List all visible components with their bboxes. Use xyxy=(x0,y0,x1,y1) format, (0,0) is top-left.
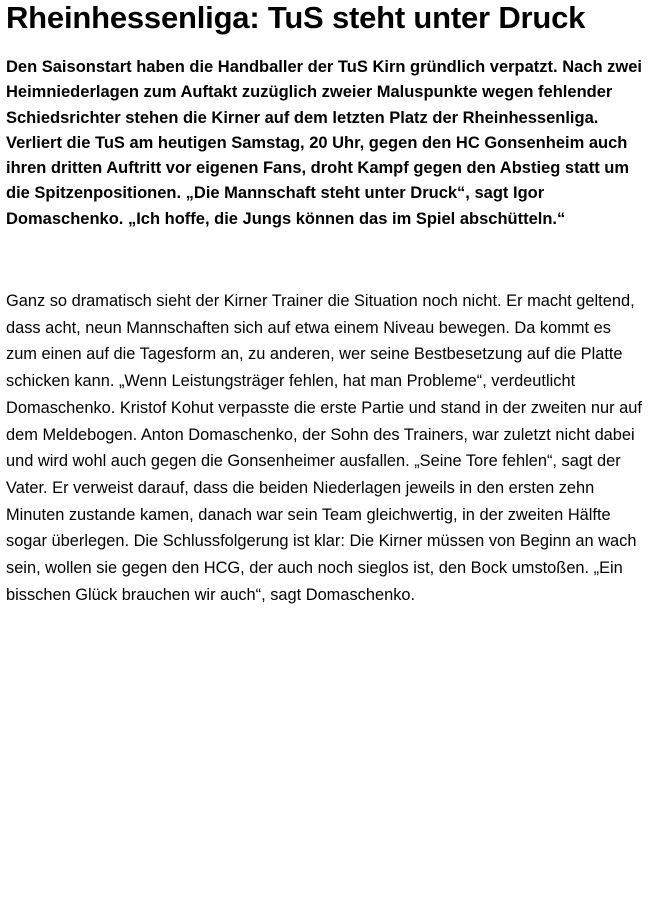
article-headline: Rheinhessenliga: TuS steht unter Druck xyxy=(6,0,586,35)
article-body-paragraph: Ganz so dramatisch sieht der Kirner Trainer die Situation noch nicht. Er macht geltend, dass acht, neun Mannschaften sich auf etwa einem Niveau bewegen. Da kommt es zum einen auf die Tagesform an, zu anderen, wer seine Bestbesetzung auf die Platte schicken kann. „Wenn Leistungsträger fehlen, hat man Probleme“, verdeutlicht Domaschenko. Kristof Kohut verpasste die erste Partie und stand in der zweiten nur auf dem Meldebogen. Anton Domaschenko, der Sohn des Trainers, war zuletzt nicht dabei und wird wohl auch gegen die Gonsenheimer ausfallen. „Seine Tore fehlen“, sagt der Vater. Er verweist darauf, dass die beiden Niederlagen jeweils in den ersten zehn Minuten zustande kamen, danach war sein Team gleichwertig, in der zweiten Hälfte sogar überlegen. Die Schlussfolgerung ist klar: Die Kirner müssen von Beginn an wach sein, wollen sie gegen den HCG, der auch noch sieglos ist, den Bock umstoßen. „Ein bisschen Glück brauchen wir auch“, sagt Domaschenko. xyxy=(6,292,642,604)
article xyxy=(6,0,646,609)
article-lead-paragraph: Den Saisonstart haben die Handballer der TuS Kirn gründlich verpatzt. Nach zwei Heimniederlagen zum Auftakt zuzüglich zweier Maluspunkte wegen fehlender Schiedsrichter stehen die Kirner auf dem letzten Platz der Rheinhessenliga. Verliert die TuS am heutigen Samstag, 20 Uhr, gegen den HC Gonsenheim auch ihren dritten Auftritt vor eigenen Fans, droht Kampf gegen den Abstieg statt um die Spitzenpositionen. „Die Mannschaft steht unter Druck“, sagt Igor Domaschenko. „Ich hoffe, die Jungs können das im Spiel abschütteln.“ xyxy=(6,58,642,228)
